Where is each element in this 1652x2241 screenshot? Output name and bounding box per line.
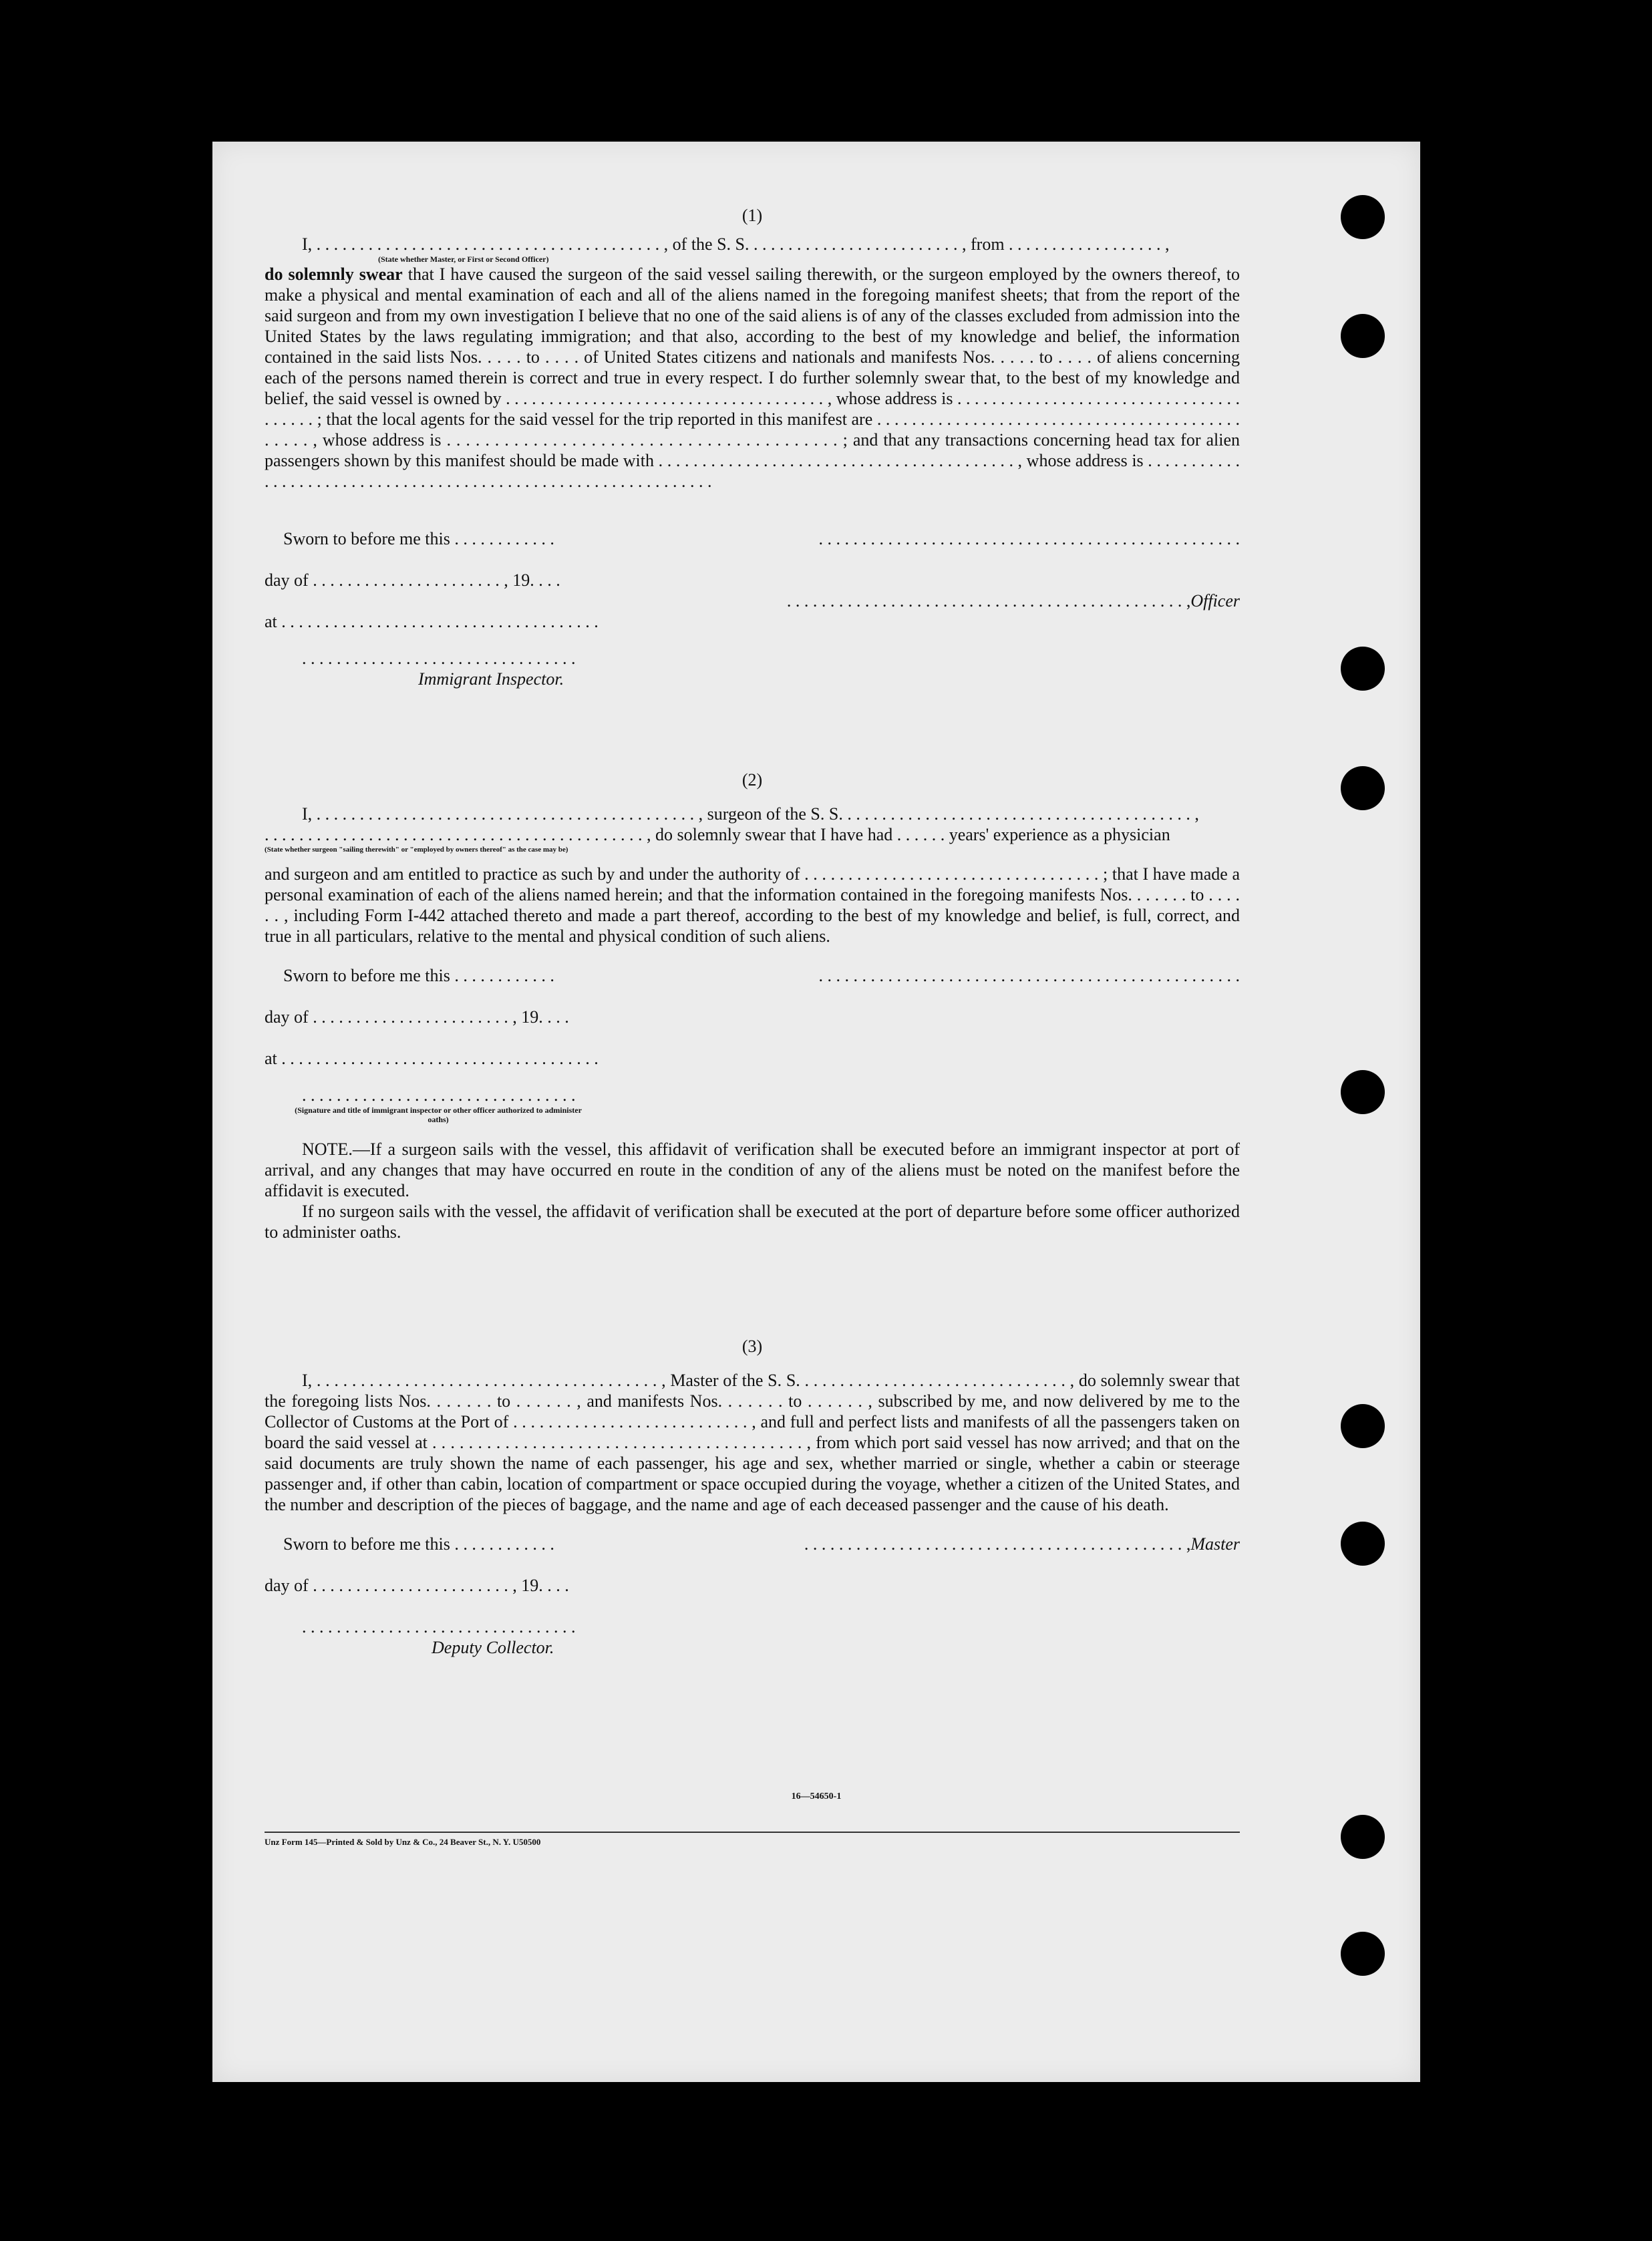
punch-hole [1341, 1815, 1385, 1859]
section-2-day: day of . . . . . . . . . . . . . . . . . . . . . . . , 19. . . . [265, 1007, 569, 1027]
section-3-day: day of . . . . . . . . . . . . . . . . . . . . . . . , 19. . . . [265, 1576, 569, 1595]
punch-hole [1341, 647, 1385, 691]
section-1-inspector-row [265, 648, 1240, 669]
section-2-sworn-row [265, 965, 1240, 986]
document-page [212, 142, 1420, 2082]
section-3-day-row [265, 1575, 1240, 1596]
section-1-officer-row [265, 590, 1240, 611]
section-1-day-row [265, 570, 1240, 590]
section-1-officer [787, 590, 1240, 611]
section-1-body-bold: do solemnly swear [265, 265, 403, 284]
footer-divider [265, 1832, 1240, 1833]
section-3-number: (3) [741, 1337, 763, 1356]
section-2-day-row [265, 1007, 1240, 1027]
section-3-collector-line: . . . . . . . . . . . . . . . . . . . . . . . . . . . . . . . . [302, 1617, 576, 1636]
section-2-body: and surgeon and am entitled to practice as such by and under the authority of . . . . . . . . . . . . . . . . . . . . . . . . . . . . . . . . . . ; that I have made a personal examination of each of the aliens named herein; and that the information contained in the foregoing manifests Nos. . . . . . . to . . . . . . , including Form I-442 attached thereto and made a part thereof, according to the best of my knowledge and belief, is full, correct, and true in all particulars, relative to the mental and physical condition of such aliens. [265, 864, 1240, 946]
section-1-body [265, 264, 1240, 492]
section-1-sworn-row [265, 528, 1240, 549]
printer-footer: Unz Form 145—Printed & Sold by Unz & Co., 24 Beaver St., N. Y. U50500 [265, 1837, 541, 1847]
section-3-collector-title: Deputy Collector. [432, 1638, 554, 1657]
section-3-body: I, . . . . . . . . . . . . . . . . . . . . . . . . . . . . . . . . . . . . . . . , Master of the S. S. . . . . . . . . . . . . . . . . . . . . . . . . . . . . . . , do solemnly swear that the foregoing lists Nos. . . . . . . to . . . . . . , and manifests Nos. . . . . . . to . . . . . . , subscribed by me, and now delivered by me to the Collector of Customs at the Port of . . . . . . . . . . . . . . . . . . . . . . . . . . . , and full and perfect lists and manifests of all the passengers taken on board the said vessel at . . . . . . . . . . . . . . . . . . . . . . . . . . . . . . . . . . . . . . . . . , from which port said vessel has now arrived; and that on the said documents are truly shown the name of each passenger, his age and sex, whether married or single, whether a cabin or steerage passenger and, if other than cabin, location of compartment or space occupied during the voyage, whether a citizen of the United States, and the number and description of the pieces of baggage, and the name and age of each deceased passenger and the cause of his death. [265, 1371, 1240, 1514]
section-1-officer-line: . . . . . . . . . . . . . . . . . . . . . . . . . . . . . . . . . . . . . . . . . . . . . . , [786, 591, 1191, 611]
section-2-note-1 [265, 1139, 1240, 1201]
section-1-intro-line: I, . . . . . . . . . . . . . . . . . . . . . . . . . . . . . . . . . . . . . . . . , of the S. S. . . . . . . . . . . . . . . . . . . . . . . . . , from . . . . . . . . . . . . . . . . . . , [302, 234, 1170, 254]
punch-hole [1341, 1932, 1385, 1976]
punch-hole [1341, 1522, 1385, 1566]
punch-hole [1341, 1070, 1385, 1114]
section-1-sworn-sig: . . . . . . . . . . . . . . . . . . . . . . . . . . . . . . . . . . . . . . . . . . . . . . . . . [818, 529, 1240, 548]
section-1-intro-note: (State whether Master, or First or Second Officer) [378, 254, 549, 264]
section-1-inspector-line: . . . . . . . . . . . . . . . . . . . . . . . . . . . . . . . . [302, 649, 576, 668]
section-2-sig-line: . . . . . . . . . . . . . . . . . . . . . . . . . . . . . . . . [302, 1085, 576, 1105]
section-2-note-label: NOTE. [302, 1140, 353, 1159]
form-number: 16—54650-1 [791, 1791, 842, 1801]
section-2-number: (2) [741, 770, 763, 790]
section-3-collector-row [265, 1616, 1240, 1637]
section-1-officer-title: Officer [1190, 591, 1240, 611]
punch-hole [1341, 1404, 1385, 1448]
section-1-inspector-title-row [265, 669, 1240, 689]
section-2-line-2-note: (State whether surgeon "sailing therewith" or "employed by owners thereof" as the case may be) [265, 846, 568, 854]
section-2-line-2: . . . . . . . . . . . . . . . . . . . . . . . . . . . . . . . . . . . . . . . . . . . . , do solemnly swear that I have had . . . . . . years' experience as a physician [265, 825, 1170, 844]
punch-hole [1341, 314, 1385, 358]
section-2-sworn: Sworn to before me this . . . . . . . . . . . . [283, 966, 554, 985]
section-2-at-row [265, 1048, 1240, 1069]
section-1-at: at . . . . . . . . . . . . . . . . . . . . . . . . . . . . . . . . . . . . . [265, 612, 599, 631]
section-2-line-1: I, . . . . . . . . . . . . . . . . . . . . . . . . . . . . . . . . . . . . . . . . . . . . , surgeon of the S. S. . . . . . . . . . . . . . . . . . . . . . . . . . . . . . . . . . . . . . . . . , [302, 804, 1199, 824]
form-content [265, 205, 1240, 1658]
section-1-sworn: Sworn to before me this . . . . . . . . . . . . [283, 529, 554, 548]
section-3-master [804, 1534, 1240, 1554]
punch-hole [1341, 195, 1385, 239]
section-2-sworn-sig: . . . . . . . . . . . . . . . . . . . . . . . . . . . . . . . . . . . . . . . . . . . . . . . . . [818, 966, 1240, 985]
section-2-note-2: If no surgeon sails with the vessel, the affidavit of verification shall be executed at the port of departure before some officer authorized to administer oaths. [265, 1202, 1240, 1242]
section-1-at-row [265, 611, 1240, 632]
section-3-collector-title-row [265, 1637, 1240, 1658]
section-2-sig-note: (Signature and title of immigrant inspector or other officer authorized to administer oaths) [295, 1105, 582, 1124]
section-1-number: (1) [741, 206, 763, 225]
section-3-master-line: . . . . . . . . . . . . . . . . . . . . . . . . . . . . . . . . . . . . . . . . . . . . , [804, 1534, 1191, 1554]
section-3-master-title: Master [1190, 1534, 1240, 1554]
punch-hole [1341, 766, 1385, 810]
section-2-sig-row [265, 1085, 1240, 1105]
section-1-body-text: that I have caused the surgeon of the said vessel sailing therewith, or the surgeon employed by the owners thereof, to make a physical and mental examination of each and all of the aliens named in the foregoing manifest sheets; that from the report of the said surgeon and from my own investigation I believe that no one of the said aliens is of any of the classes excluded from admission into the United States by the laws regulating immigration; and that also, according to the best of my knowledge and belief, the information contained in the said lists Nos. . . . . to . . . . of United States citizens and nationals and manifests Nos. . . . . to . . . . of aliens concerning each of the persons named therein is correct and true in every respect. I do further solemnly swear that, to the best of my knowledge and belief, the said vessel is owned by . . . . . . . . . . . . . . . . . . . . . . . . . . . . . . . . . . . . . , whose address is . . . . . . . . . . . . . . . . . . . . . . . . . . . . . . . . . . . . . . . ; that the local agents for the said vessel for the trip reported in this manifest are . . . . . . . . . . . . . . . . . . . . . . . . . . . . . . . . . . . . . . . . . . . . . . . , whose address is . . . . . . . . . . . . . . . . . . . . . . . . . . . . . . . . . . . . . . . . . ; and that any transactions concerning head tax for alien passengers shown by this manifest should be made with . . . . . . . . . . . . . . . . . . . . . . . . . . . . . . . . . . . . . . . . . , whose address is . . . . . . . . . . . . . . . . . . . . . . . . . . . . . . . . . . . . . . . . . . . . . . . . . . . . . . . . . . . . . . . [265, 265, 1241, 491]
section-3-sworn-row [265, 1534, 1240, 1554]
section-2-at: at . . . . . . . . . . . . . . . . . . . . . . . . . . . . . . . . . . . . . [265, 1049, 599, 1068]
section-1-day: day of . . . . . . . . . . . . . . . . . . . . . . , 19. . . . [265, 570, 560, 590]
section-3-sworn: Sworn to before me this . . . . . . . . . . . . [283, 1534, 554, 1554]
section-1-inspector-title: Immigrant Inspector. [418, 669, 564, 689]
section-2-note-1-text: —If a surgeon sails with the vessel, this affidavit of verification shall be executed before an immigrant inspector at port of arrival, and any changes that may have occurred en route in the condition of any of the aliens must be noted on the manifest before the affidavit is executed. [265, 1140, 1240, 1200]
